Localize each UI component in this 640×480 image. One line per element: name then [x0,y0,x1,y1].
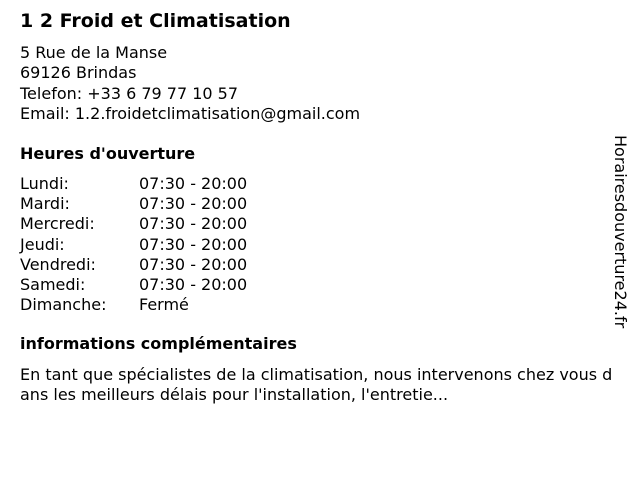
city-address: 69126 Brindas [20,63,137,83]
business-description: En tant que spécialistes de la climatisation, nous intervenons chez vous dans les meilleurs délais pour l'installation, l'entretie... [20,365,613,405]
day-label: Dimanche: [20,295,107,315]
opening-hours-heading: Heures d'ouverture [20,144,196,163]
day-label: Samedi: [20,274,86,294]
day-label: Lundi: [20,174,69,193]
time-range: 07:30 - 20:00 [139,194,248,214]
contact-block [20,43,360,124]
day-label: Vendredi: [20,254,96,274]
day-label: Mercredi: [20,214,95,234]
time-range: 07:30 - 20:00 [139,174,248,193]
time-range: 07:30 - 20:00 [139,234,248,254]
time-range: 07:30 - 20:00 [139,274,248,294]
email-address: Email: 1.2.froidetclimatisation@gmail.com [20,103,361,123]
time-range: Fermé [139,295,189,315]
site-watermark: Horairesdouverture24.fr [611,135,630,329]
phone-number: Telefon: +33 6 79 77 10 57 [20,83,239,103]
street-address: 5 Rue de la Manse [20,43,168,62]
additional-info-heading: informations complémentaires [20,334,297,353]
time-range: 07:30 - 20:00 [139,214,248,234]
time-range: 07:30 - 20:00 [139,254,248,274]
day-label: Jeudi: [20,234,65,254]
business-name: 1 2 Froid et Climatisation [20,10,291,32]
day-label: Mardi: [20,194,70,214]
